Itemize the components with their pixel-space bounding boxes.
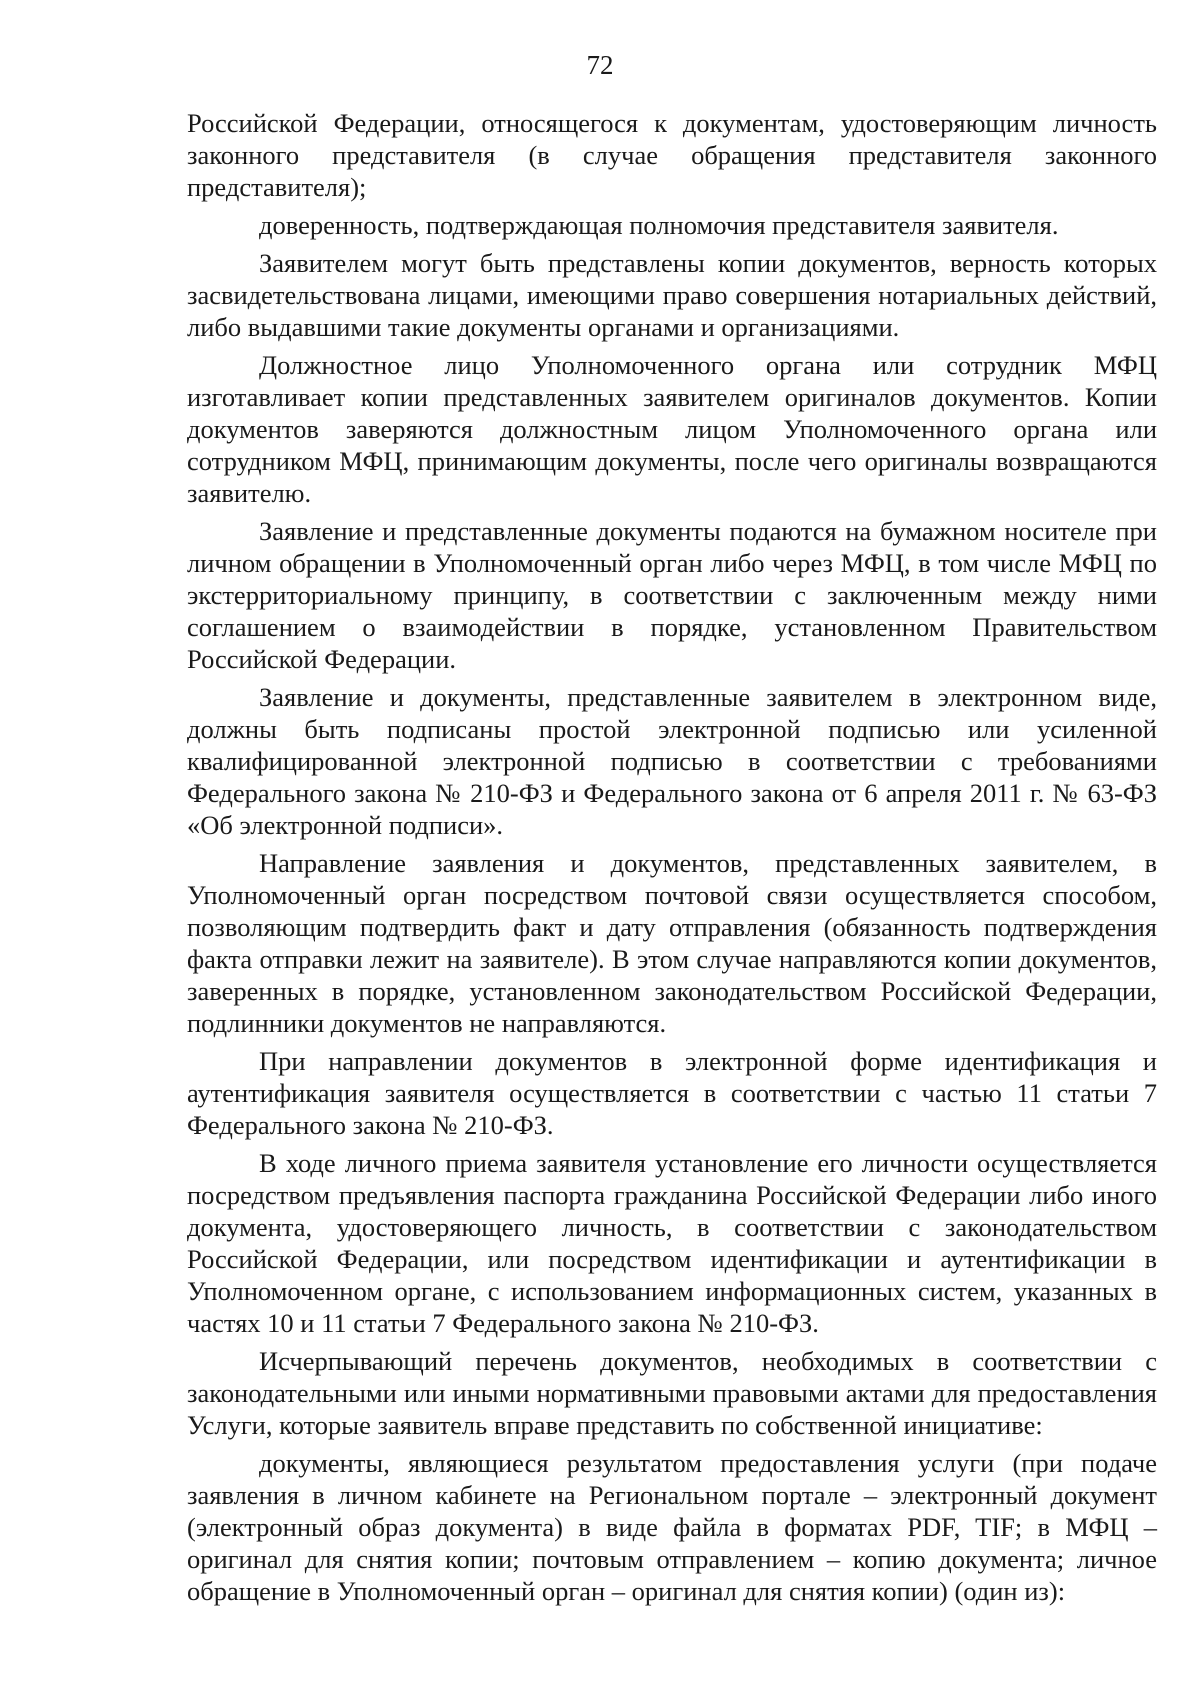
paragraph-electronic-signature: Заявление и документы, представленные заявителем в электронном виде, должны быть подписаны простой электронной подписью или усиленной квалифицированной электронной подписью в соответствии с требованиями Федерального закона № 210-ФЗ и Федерального закона от 6 апреля 2011 г. № 63-ФЗ «Об электронной подписи». xyxy=(187,682,1157,840)
paragraph-power-of-attorney: доверенность, подтверждающая полномочия представителя заявителя. xyxy=(259,210,1059,240)
paragraph-postal-submission: Направление заявления и документов, представленных заявителем, в Уполномоченный орган посредством почтовой связи осуществляется способом, позволяющим подтвердить факт и дату отправления (обязанность подтверждения факта отправки лежит на заявителе). В этом случае направляются копии документов, заверенных в порядке, установленном законодательством Российской Федерации, подлинники документов не направляются. xyxy=(187,848,1157,1038)
paragraph-personal-reception: В ходе личного приема заявителя установление его личности осуществляется посредством предъявления паспорта гражданина Российской Федерации либо иного документа, удостоверяющего личность, в соответствии с законодательством Российской Федерации, или посредством идентификации и аутентификации в Уполномоченном органе, с использованием информационных систем, указанных в частях 10 и 11 статьи 7 Федерального закона № 210-ФЗ. xyxy=(187,1148,1157,1338)
paragraph-result-documents: документы, являющиеся результатом предоставления услуги (при подаче заявления в личном кабинете на Региональном портале – электронный документ (электронный образ документа) в виде файла в форматах PDF, TIF; в МФЦ – оригинал для снятия копии; почтовым отправлением – копию документа; личное обращение в Уполномоченный орган – оригинал для снятия копии) (один из): xyxy=(187,1448,1157,1606)
paragraph-electronic-identification: При направлении документов в электронной форме идентификация и аутентификация заявителя осуществляется в соответствии с частью 11 статьи 7 Федерального закона № 210-ФЗ. xyxy=(187,1046,1157,1140)
page-number: 72 xyxy=(586,50,614,80)
paragraph-official-makes-copies: Должностное лицо Уполномоченного органа или сотрудник МФЦ изготавливает копии представленных заявителем оригиналов документов. Копии документов заверяются должностным лицом Уполномоченного органа или сотрудником МФЦ, принимающим документы, после чего оригиналы возвращаются заявителю. xyxy=(187,350,1157,508)
document-body xyxy=(187,107,1157,1613)
paragraph-legal-representative-doc: Российской Федерации, относящегося к документам, удостоверяющим личность законного представителя (в случае обращения представителя законного представителя); xyxy=(187,108,1157,202)
paragraph-exhaustive-list: Исчерпывающий перечень документов, необходимых в соответствии с законодательными или иными нормативными правовыми актами для предоставления Услуги, которые заявитель вправе представить по собственной инициативе: xyxy=(187,1346,1157,1440)
paragraph-certified-copies: Заявителем могут быть представлены копии документов, верность которых засвидетельствована лицами, имеющими право совершения нотариальных действий, либо выдавшими такие документы органами и организациями. xyxy=(187,248,1157,342)
paragraph-paper-submission: Заявление и представленные документы подаются на бумажном носителе при личном обращении в Уполномоченный орган либо через МФЦ, в том числе МФЦ по экстерриториальному принципу, в соответствии с заключенным между ними соглашением о взаимодействии в порядке, установленном Правительством Российской Федерации. xyxy=(187,516,1157,674)
